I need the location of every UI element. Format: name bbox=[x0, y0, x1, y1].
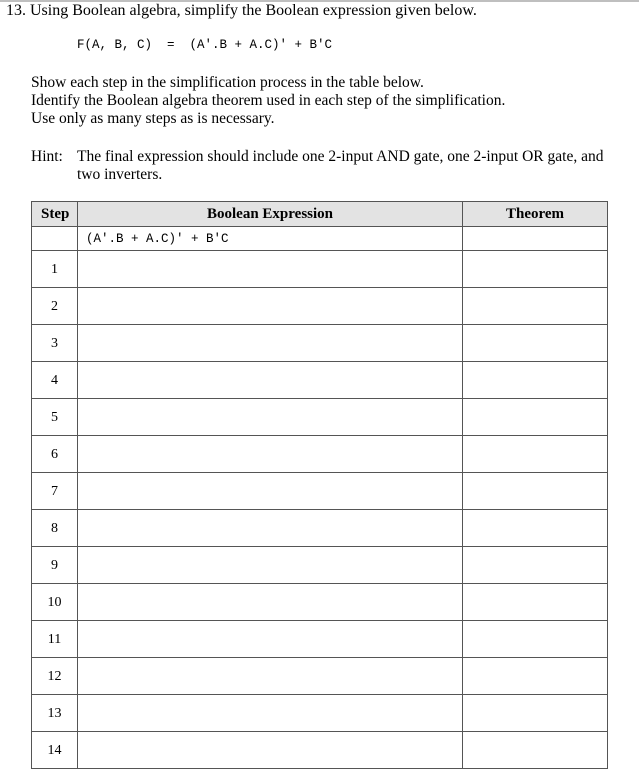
theorem-cell[interactable] bbox=[463, 288, 608, 325]
theorem-cell[interactable] bbox=[463, 621, 608, 658]
theorem-cell[interactable] bbox=[463, 362, 608, 399]
step-number: 11 bbox=[32, 621, 78, 658]
table-row bbox=[32, 362, 608, 399]
simplification-table bbox=[31, 201, 608, 769]
table-row bbox=[32, 436, 608, 473]
expression-cell[interactable] bbox=[78, 695, 463, 732]
expression-cell[interactable] bbox=[78, 325, 463, 362]
expression-cell[interactable] bbox=[78, 473, 463, 510]
hint-label: Hint: bbox=[31, 148, 63, 165]
theorem-cell[interactable] bbox=[463, 473, 608, 510]
step-number: 14 bbox=[32, 732, 78, 769]
table-row bbox=[32, 399, 608, 436]
step-number: 5 bbox=[32, 399, 78, 436]
expression-cell[interactable] bbox=[78, 436, 463, 473]
table-row bbox=[32, 325, 608, 362]
table-row bbox=[32, 510, 608, 547]
expression-cell[interactable] bbox=[78, 362, 463, 399]
table-row bbox=[32, 547, 608, 584]
theorem-cell[interactable] bbox=[463, 436, 608, 473]
step-number: 2 bbox=[32, 288, 78, 325]
table-row bbox=[32, 658, 608, 695]
expression-cell[interactable] bbox=[78, 251, 463, 288]
theorem-cell[interactable] bbox=[463, 658, 608, 695]
theorem-cell[interactable] bbox=[463, 547, 608, 584]
theorem-cell[interactable] bbox=[463, 227, 608, 251]
instruction-line: Show each step in the simplification process in the table below. bbox=[31, 74, 424, 91]
theorem-cell[interactable] bbox=[463, 399, 608, 436]
expression-cell[interactable] bbox=[78, 288, 463, 325]
boolean-expression: F(A, B, C) = (A'.B + A.C)' + B'C bbox=[77, 38, 333, 52]
instructions bbox=[31, 74, 505, 128]
theorem-header: Theorem bbox=[463, 202, 608, 227]
table-row bbox=[32, 473, 608, 510]
table-row bbox=[32, 732, 608, 769]
theorem-cell[interactable] bbox=[463, 695, 608, 732]
step-number: 8 bbox=[32, 510, 78, 547]
theorem-cell[interactable] bbox=[463, 732, 608, 769]
expression-cell[interactable] bbox=[78, 658, 463, 695]
expression-cell[interactable]: (A'.B + A.C)' + B'C bbox=[78, 227, 463, 251]
step-number: 7 bbox=[32, 473, 78, 510]
step-number: 4 bbox=[32, 362, 78, 399]
step-number: 6 bbox=[32, 436, 78, 473]
table-row bbox=[32, 584, 608, 621]
table-row bbox=[32, 251, 608, 288]
expression-header: Boolean Expression bbox=[78, 202, 463, 227]
expression-cell[interactable] bbox=[78, 621, 463, 658]
theorem-cell[interactable] bbox=[463, 510, 608, 547]
expression-cell[interactable] bbox=[78, 399, 463, 436]
table-row bbox=[32, 695, 608, 732]
table-header-row bbox=[32, 202, 608, 227]
step-number: 12 bbox=[32, 658, 78, 695]
step-number: 9 bbox=[32, 547, 78, 584]
hint-text: The final expression should include one 2-input AND gate, one 2-input OR gate, and two inverters. bbox=[77, 148, 604, 183]
step-header: Step bbox=[32, 202, 78, 227]
step-number: 3 bbox=[32, 325, 78, 362]
theorem-cell[interactable] bbox=[463, 584, 608, 621]
instruction-line: Use only as many steps as is necessary. bbox=[31, 110, 275, 127]
step-number: 1 bbox=[32, 251, 78, 288]
step-cell bbox=[32, 227, 78, 251]
instruction-line: Identify the Boolean algebra theorem used in each step of the simplification. bbox=[31, 92, 506, 109]
step-number: 13 bbox=[32, 695, 78, 732]
expression-cell[interactable] bbox=[78, 547, 463, 584]
table-row bbox=[32, 288, 608, 325]
table-row bbox=[32, 621, 608, 658]
table-row-start bbox=[32, 227, 608, 251]
step-number: 10 bbox=[32, 584, 78, 621]
question-title: 13. Using Boolean algebra, simplify the Boolean expression given below. bbox=[6, 2, 477, 19]
expression-cell[interactable] bbox=[78, 510, 463, 547]
theorem-cell[interactable] bbox=[463, 251, 608, 288]
expression-cell[interactable] bbox=[78, 732, 463, 769]
theorem-cell[interactable] bbox=[463, 325, 608, 362]
expression-cell[interactable] bbox=[78, 584, 463, 621]
